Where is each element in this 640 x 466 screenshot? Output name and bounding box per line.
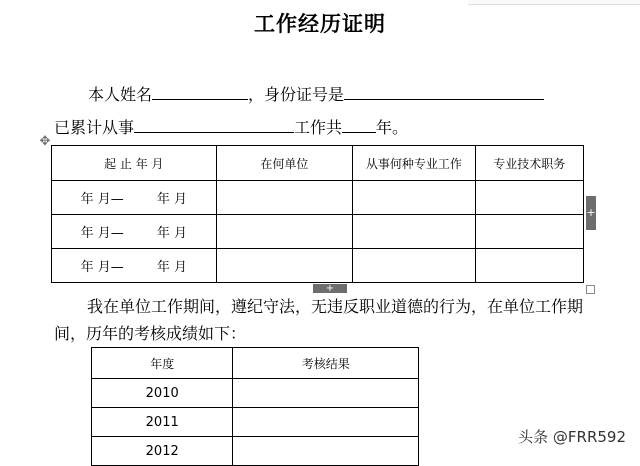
work-history-table [51,145,584,283]
title-cell[interactable] [475,215,583,249]
title-cell[interactable] [475,181,583,215]
work-label: 工作共 [294,118,343,137]
title-cell[interactable] [475,249,583,283]
add-column-plus-icon[interactable]: + [586,196,596,230]
table-header-row [52,146,584,181]
table-row [92,408,419,437]
employer-cell[interactable] [216,249,353,283]
specialty-cell[interactable] [353,249,475,283]
header-cell-year: 年度 [92,348,233,379]
name-id-line [88,82,544,105]
name-label: 本人姓名 [88,85,153,104]
year-cell[interactable]: 2012 [92,437,233,466]
table-row [92,437,419,466]
employer-cell[interactable] [216,181,353,215]
assessment-paragraph: 我在单位工作期间，遵纪守法，无违反职业道德的行为，在单位工作期间，历年的考核成绩如下： [54,297,584,343]
header-cell-specialty: 从事何种专业工作 [353,146,475,181]
year-cell[interactable]: 2011 [92,408,233,437]
top-edge-bar [468,0,640,5]
header-cell-employer: 在何单位 [216,146,353,181]
result-cell[interactable] [233,408,419,437]
specialty-cell[interactable] [353,181,475,215]
document-title: 工作经历证明 [254,12,386,36]
header-cell-result: 考核结果 [233,348,419,379]
field-blank[interactable] [134,116,294,133]
assessment-table [91,347,419,466]
employer-cell[interactable] [216,215,353,249]
table-header-row [92,348,419,379]
table-row [92,379,419,408]
table-row [52,181,584,215]
work-summary-line [54,115,408,138]
id-label: ，身份证号是 [248,85,345,104]
id-number-blank[interactable] [344,83,544,100]
field-label: 已累计从事 [54,118,135,137]
period-cell[interactable]: 年 月— 年 月 [52,249,217,283]
specialty-cell[interactable] [353,215,475,249]
period-cell[interactable]: 年 月— 年 月 [52,215,217,249]
header-cell-title: 专业技术职务 [475,146,583,181]
table-move-handle-icon[interactable]: ✥ [39,134,51,149]
period-cell[interactable]: 年 月— 年 月 [52,181,217,215]
table-row [52,249,584,283]
years-blank[interactable] [342,116,376,133]
year-cell[interactable]: 2010 [92,379,233,408]
years-label: 年。 [376,118,409,137]
result-cell[interactable] [233,437,419,466]
add-row-plus-icon[interactable]: + [313,284,347,293]
header-cell-period: 起 止 年 月 [52,146,217,181]
result-cell[interactable] [233,379,419,408]
table-row [52,215,584,249]
name-blank[interactable] [152,83,248,100]
watermark: 头条 @FRR592 [518,428,626,446]
